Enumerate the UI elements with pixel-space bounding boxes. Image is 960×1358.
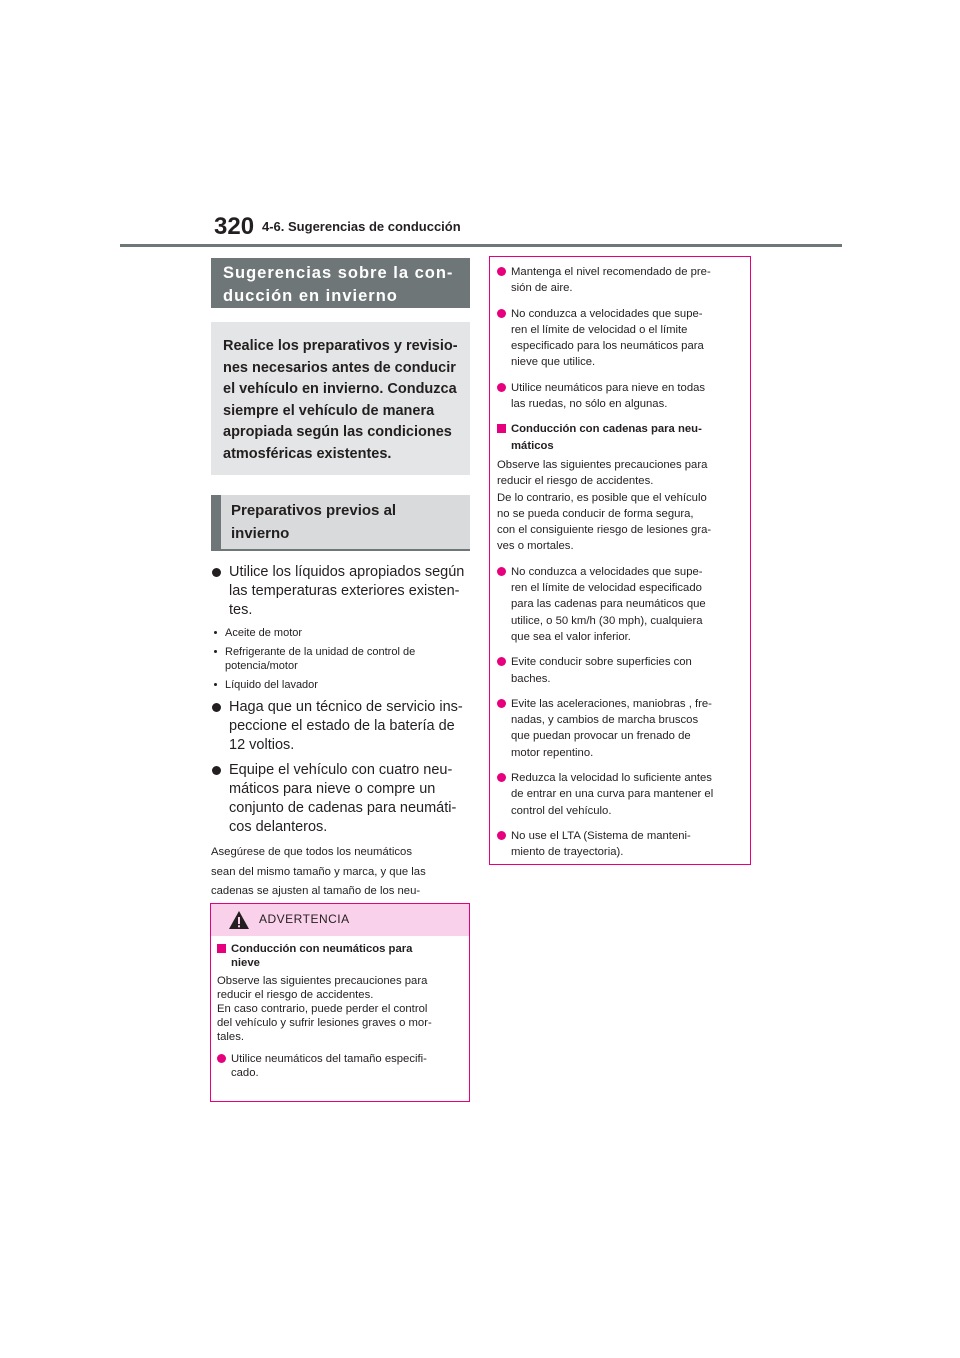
header-divider — [120, 244, 842, 247]
bullet-icon — [497, 773, 506, 782]
list-item — [211, 563, 470, 620]
warning-triangle-icon — [228, 910, 250, 930]
warning-continuation-box — [489, 256, 751, 865]
section-heading: 4-6. Sugerencias de conducción — [262, 219, 461, 234]
warning-box — [210, 903, 470, 1102]
warning-body — [211, 936, 469, 1094]
tire-note: Asegúrese de que todos los neumáticos sean del mismo tamaño y marca, y que las cadenas se ajusten al tamaño de los neu- — [211, 846, 426, 897]
list-item — [211, 645, 470, 673]
page-number: 320 — [214, 213, 255, 240]
bullet-icon — [214, 631, 217, 634]
warning-header — [211, 904, 469, 936]
bullet-icon — [214, 683, 217, 686]
list-item — [211, 761, 470, 837]
list-item-text: Utilice los líquidos apropiados según las temperaturas exteriores existen- tes. — [229, 564, 465, 618]
list-item-text: Aceite de motor — [225, 627, 303, 639]
chains-paragraph: Observe las siguientes precauciones para reducir el riesgo de accidentes. De lo contrario, es posible que el vehículo no se pueda conducir de forma segura, con el consiguiente riesgo de lesiones gra- ves o mortales. — [497, 458, 712, 553]
bullet-icon — [212, 766, 221, 775]
list-item-text: Utilice neumáticos del tamaño especifi- cado. — [231, 1053, 427, 1079]
list-item — [497, 380, 743, 413]
list-item — [211, 626, 470, 640]
list-item — [497, 696, 743, 761]
bullet-icon — [497, 309, 506, 318]
list-item-text: No conduzca a velocidades que supe- ren el límite de velocidad o el límite especificado para los neumáticos para nieve que utilice. — [511, 307, 704, 369]
chains-subheading — [497, 421, 743, 454]
list-item — [497, 654, 743, 687]
fluid-list — [211, 626, 470, 692]
bullet-icon — [497, 699, 506, 708]
bullet-icon — [217, 1054, 226, 1063]
list-item — [497, 770, 743, 819]
warning-paragraph: Observe las siguientes precauciones para reducir el riesgo de accidentes. En caso contrario, puede perder el control del vehículo y sufrir lesiones graves o mor- tales. — [217, 975, 432, 1043]
bullet-icon — [497, 267, 506, 276]
bullet-icon — [212, 568, 221, 577]
list-item-text: Líquido del lavador — [225, 679, 318, 691]
preparation-list — [211, 563, 470, 837]
list-item — [497, 264, 743, 297]
list-item-text: Utilice neumáticos para nieve en todas las ruedas, no sólo en algunas. — [511, 381, 706, 411]
warning-subheading — [217, 942, 463, 970]
bullet-icon — [497, 831, 506, 840]
list-item — [211, 698, 470, 755]
list-item-text: No conduzca a velocidades que supe- ren el límite de velocidad especificado para las cadenas para neumáticos que utilice, o 50 km/h (30 mph), cualquiera que sea el valor inferior. — [511, 565, 706, 643]
left-column — [211, 258, 470, 921]
list-item — [211, 678, 470, 692]
list-item-text: Refrigerante de la unidad de control de potencia/motor — [225, 646, 416, 672]
list-item-text: Evite conducir sobre superficies con baches. — [511, 656, 692, 685]
bullet-icon — [212, 703, 221, 712]
list-item-text: Mantenga el nivel recomendado de pre- sión de aire. — [511, 266, 711, 295]
square-bullet-icon — [497, 424, 506, 433]
list-item-text: No use el LTA (Sistema de manteni- miento de trayectoria). — [511, 829, 691, 859]
list-item — [217, 1052, 463, 1080]
list-item-text: Evite las aceleraciones, maniobras , fre- nadas, y cambios de marcha bruscos que puedan provocar un frenado de motor repentino. — [511, 697, 712, 759]
list-item-text: Haga que un técnico de servicio ins- peccione el estado de la batería de 12 voltios. — [229, 699, 463, 753]
list-item-text: Reduzca la velocidad lo suficiente antes de entrar en una curva para mantener el control del vehículo. — [511, 772, 714, 817]
subsection-title: Preparativos previos al invierno — [211, 495, 470, 551]
warning-label: ADVERTENCIA — [259, 912, 350, 926]
bullet-icon — [214, 650, 217, 653]
main-section-title: Sugerencias sobre la con- ducción en invierno — [211, 258, 470, 308]
bullet-icon — [497, 657, 506, 666]
list-item — [497, 564, 743, 645]
intro-paragraph: Realice los preparativos y revisio- nes necesarios antes de conducir el vehículo en invierno. Conduzca siempre el vehículo de manera apropiada según las condiciones atmosféricas existentes. — [211, 322, 470, 475]
list-item-text: Equipe el vehículo con cuatro neu- máticos para nieve o compre un conjunto de cadenas para neumáti- cos delanteros. — [229, 762, 457, 835]
warning-subheading-text: Conducción con neumáticos para nieve — [231, 943, 413, 969]
chains-subheading-text: Conducción con cadenas para neu- máticos — [511, 423, 702, 452]
bullet-icon — [497, 567, 506, 576]
list-item — [497, 306, 743, 371]
bullet-icon — [497, 383, 506, 392]
square-bullet-icon — [217, 944, 226, 953]
list-item — [497, 828, 743, 861]
